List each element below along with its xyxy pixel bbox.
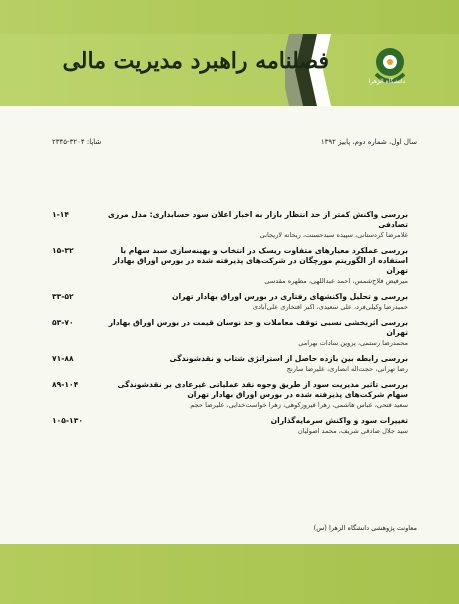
toc-entry-pages: ۱-۱۴ (52, 210, 70, 219)
toc-entry-authors: محمدرضا رستمی، پروین سادات بهرامی (298, 339, 408, 347)
toc-entry-authors: رضا تهرانی، حجت‌اله انصاری، علیرضا سارنج (286, 365, 408, 373)
toc-entry-authors: سید جلال صادقی شریف، محمد اصولیان (297, 427, 408, 435)
issn-info: شاپا: ۳۲۰۴-۲۳۴۵ (52, 138, 102, 146)
toc-entry-title: بررسی عملکرد معیارهای متفاوت ریسک در انتخاب و بهینه‌سازی سبد سهام با استفاده از الگوریتم مورچگان در شرکت‌های پذیرفته شده در بورس اوراق بهادار تهران (112, 246, 408, 275)
toc-entry-title: بررسی و تحلیل واکنشهای رفتاری در بورس اوراق بهادار تهران (171, 292, 408, 301)
logo-text: دانشگاه الزهرا (368, 78, 406, 85)
toc-entry (52, 318, 408, 348)
table-of-contents (52, 210, 408, 442)
toc-entry (52, 416, 408, 436)
toc-entry (52, 210, 408, 240)
top-color-band (0, 0, 459, 34)
toc-entry-pages: ۷۱-۸۸ (52, 354, 74, 363)
toc-entry-title: بررسی رابطه بین بازده حاصل از استراتژی شتاب و نقدشوندگی (169, 354, 408, 363)
toc-entry-authors: غلامرضا کردستانی، سپیده سیدحسنت، ریحانه لاریجانی (259, 231, 408, 239)
toc-entry (52, 354, 408, 374)
toc-entry-pages: ۱۰۵-۱۳۰ (52, 416, 83, 425)
journal-title: فصلنامه راهبرد مدیریت مالی (62, 48, 329, 74)
toc-entry-authors: حمیدرضا وکیلی‌فرد، علی سعیدی، اکبر افتخاری علی‌آبادی (252, 303, 408, 311)
toc-entry-pages: ۱۵-۳۲ (52, 246, 74, 255)
toc-entry-pages: ۳۳-۵۲ (52, 292, 74, 301)
toc-entry-authors: سعید فتحی، عباس هاشمی، زهرا فیروزکوهی، زهرا خواست‌خدایی، علیرضا حجم (190, 401, 408, 409)
toc-entry-title: بررسی تاثیر مدیریت سود از طریق وجوه نقد عملیاتی غیرعادی بر نقدشوندگی سهام شرکت‌های پذیرفته شده در بورس اوراق بهادار تهران (117, 380, 408, 399)
footer-band (0, 544, 459, 604)
university-logo-icon (350, 40, 430, 100)
issue-info: سال اول، شماره دوم، پاییز ۱۳۹۲ (320, 138, 417, 146)
toc-entry-authors: میرفیض فلاح‌شمس، احمد عبداللهی، مطهره مقدسی (264, 277, 408, 285)
toc-entry-title: تغییرات سود و واکنش سرمایه‌گذاران (270, 416, 408, 425)
toc-entry-pages: ۵۳-۷۰ (52, 318, 74, 327)
toc-entry-title: بررسی اثربخشی نسبی توقف معاملات و حد نوسان قیمت در بورس اوراق بهادار تهران (108, 318, 408, 337)
toc-entry-pages: ۸۹-۱۰۴ (52, 380, 79, 389)
toc-entry (52, 380, 408, 410)
publisher-line: معاونت پژوهشی دانشگاه الزهرا (س) (313, 524, 417, 532)
toc-entry (52, 292, 408, 312)
toc-entry-title: بررسی واکنش کمتر از حد انتظار بازار به اخبار اعلان سود حسابداری: مدل مرزی تصادفی (107, 210, 408, 229)
toc-entry (52, 246, 408, 286)
